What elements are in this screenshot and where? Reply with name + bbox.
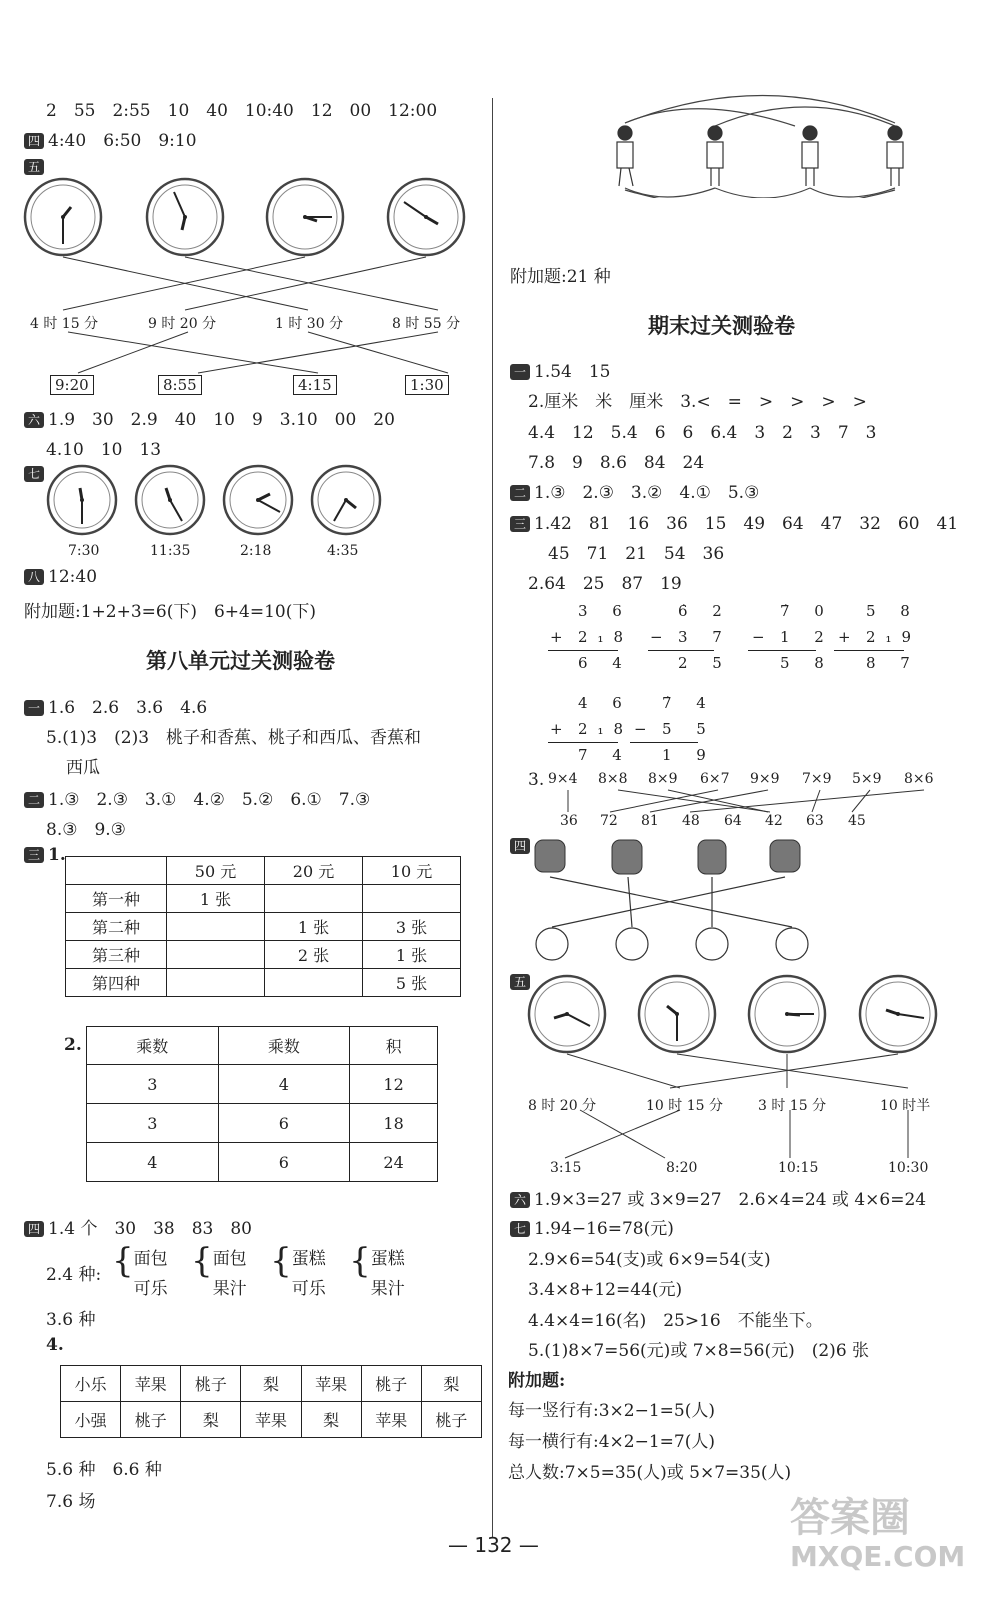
time-label: 4:35	[327, 543, 359, 559]
answer-line: 4.4×4=16(名) 25>16 不能坐下。	[528, 1311, 823, 1331]
time-label: 1 时 30 分	[275, 316, 344, 332]
clock-icon	[48, 466, 116, 534]
section-marker: 三	[24, 847, 44, 863]
answer-line: 六 1.9 30 2.9 40 10 9 3.10 00 20	[24, 405, 395, 430]
time-label: 10:15	[778, 1160, 819, 1176]
product-answer: 36	[560, 813, 578, 829]
table-row: 3 6 18	[87, 1104, 438, 1143]
answer-line: 每一竖行有:3×2−1=5(人)	[508, 1401, 715, 1421]
child-face-icon	[616, 928, 648, 960]
time-label: 10 时半	[880, 1098, 931, 1114]
clock-icon	[224, 466, 292, 534]
brace-icon: {	[349, 1241, 371, 1281]
answer-line: 八 12:40	[24, 567, 97, 587]
time-label: 10:30	[888, 1160, 929, 1176]
table-header: 乘数	[218, 1027, 350, 1065]
section-marker: 四	[24, 133, 44, 149]
table-header: 乘数	[87, 1027, 219, 1065]
column-divider	[492, 98, 493, 1538]
time-label: 8 时 55 分	[392, 316, 461, 332]
backpack-matching-diagram	[520, 832, 840, 967]
matching-lines	[63, 257, 448, 373]
time-label: 3 时 15 分	[758, 1098, 827, 1114]
brace-icon: {	[112, 1241, 134, 1281]
time-label: 8:20	[666, 1160, 698, 1176]
section-title: 期末过关测验卷	[648, 314, 795, 338]
product-answer: 64	[724, 813, 742, 829]
clock-icon	[312, 466, 380, 534]
product-answer: 42	[765, 813, 783, 829]
table-row: 第三种 2 张 1 张	[66, 941, 461, 969]
combo-list: {面包 可乐 {面包 果汁 {蛋糕 可乐 {蛋糕 果汁	[112, 1241, 405, 1299]
section-marker: 四	[24, 1221, 44, 1237]
section-marker: 五	[510, 974, 530, 990]
answer-line: 45 71 21 54 36	[548, 544, 725, 564]
clock-icon	[25, 179, 101, 255]
answer-line: 5.(1)3 (2)3 桃子和香蕉、桃子和西瓜、香蕉和	[46, 728, 422, 748]
answer-line: 2.9×6=54(支)或 6×9=54(支)	[528, 1250, 771, 1270]
time-label: 9 时 20 分	[148, 316, 217, 332]
answer-line: 四 4:40 6:50 9:10	[24, 126, 197, 151]
time-label: 3:15	[550, 1160, 582, 1176]
backpack-icon	[535, 840, 565, 872]
table-row: 3 4 12	[87, 1065, 438, 1104]
answer-line: 3.6 种	[46, 1310, 96, 1330]
product-answer: 81	[641, 813, 659, 829]
table-header: 积	[350, 1027, 438, 1065]
section-marker: 三	[510, 516, 530, 532]
answer-line: 三 1.42 81 16 36 15 49 64 47 32 60 41	[510, 509, 958, 534]
product-expr: 9×9	[750, 771, 780, 787]
section-marker: 七	[510, 1221, 530, 1237]
table-row: 第四种 5 张	[66, 969, 461, 997]
time-label: 7:30	[68, 543, 100, 559]
bonus-heading: 附加题:	[508, 1371, 566, 1391]
watermark-url: MXQE.COM	[790, 1540, 966, 1573]
brace-icon: {	[191, 1241, 213, 1281]
item-number: 2.	[64, 1035, 82, 1055]
children-arc-illustration	[595, 88, 925, 198]
child-face-icon	[776, 928, 808, 960]
matching-lines	[540, 788, 940, 814]
section-title: 第八单元过关测验卷	[146, 649, 335, 673]
answer-line: 二 1.③ 2.③ 3.② 4.① 5.③	[510, 478, 759, 503]
product-expr: 6×7	[700, 771, 730, 787]
bonus-answer: 附加题:1+2+3=6(下) 6+4=10(下)	[24, 602, 317, 622]
answer-line: 2 55 2:55 10 40 10:40 12 00 12:00	[46, 101, 438, 121]
digital-time-box: 8:55	[158, 375, 202, 395]
answer-line: 5.(1)8×7=56(元)或 7×8=56(元) (2)6 张	[528, 1341, 870, 1361]
product-expr: 8×8	[598, 771, 628, 787]
clock-icon	[136, 466, 204, 534]
clock-icon	[749, 976, 825, 1052]
clock-diagram	[18, 175, 488, 405]
answer-line: 西瓜	[66, 758, 100, 778]
table-header: 20 元	[265, 857, 363, 885]
multiplication-table	[86, 1026, 438, 1182]
clock-diagram	[520, 970, 950, 1160]
digital-time-box: 9:20	[50, 375, 94, 395]
section-marker: 二	[510, 485, 530, 501]
item-number: 3.	[528, 770, 545, 790]
section-marker: 一	[510, 364, 530, 380]
answer-line: 4.4 12 5.4 6 6 6.4 3 2 3 7 3	[528, 423, 877, 443]
answer-line: 2.4 种:	[46, 1265, 102, 1285]
section-marker: 一	[24, 700, 44, 716]
child-figure-icon	[617, 126, 903, 186]
product-answer: 45	[848, 813, 866, 829]
answer-line: 总人数:7×5=35(人)或 5×7=35(人)	[508, 1463, 792, 1483]
item-number: 4.	[46, 1335, 64, 1355]
product-answer: 72	[600, 813, 618, 829]
table-header: 50 元	[167, 857, 265, 885]
time-label: 4 时 15 分	[30, 316, 99, 332]
answer-line: 每一横行有:4×2−1=7(人)	[508, 1432, 715, 1452]
product-expr: 8×6	[904, 771, 934, 787]
table-header	[66, 857, 167, 885]
answer-line: 一 1.54 15	[510, 357, 611, 382]
answer-line: 7.8 9 8.6 84 24	[528, 453, 705, 473]
brace-icon: {	[270, 1241, 292, 1281]
section-marker: 七	[24, 466, 44, 482]
table-row: 第一种 1 张	[66, 885, 461, 913]
child-face-icon	[536, 928, 568, 960]
backpack-icon	[770, 840, 800, 872]
clock-icon	[639, 976, 715, 1052]
page-number: — 132 —	[448, 1533, 539, 1557]
product-expr: 9×4	[548, 771, 578, 787]
table-row: 小强 桃子 梨 苹果 梨 苹果 桃子	[61, 1402, 482, 1438]
table-row: 4 6 24	[87, 1143, 438, 1182]
time-label: 2:18	[240, 543, 272, 559]
answer-line: 七 1.94−16=78(元)	[510, 1214, 674, 1239]
clock-icon	[860, 976, 936, 1052]
clock-icon	[267, 179, 343, 255]
digital-time-box: 1:30	[405, 375, 449, 395]
time-label: 8 时 20 分	[528, 1098, 597, 1114]
section-marker: 二	[24, 792, 44, 808]
answer-line: 8.③ 9.③	[46, 820, 126, 840]
backpack-icon	[612, 840, 642, 874]
answer-line: 一 1.6 2.6 3.6 4.6	[24, 693, 207, 718]
answer-line: 2.64 25 87 19	[528, 574, 682, 594]
digital-time-box: 4:15	[293, 375, 337, 395]
table-row: 第二种 1 张 3 张	[66, 913, 461, 941]
money-table	[65, 856, 461, 997]
section-marker-wrap	[24, 157, 48, 177]
watermark-logo: 答案圈	[790, 1495, 910, 1541]
table-header: 10 元	[363, 857, 461, 885]
answer-line: 四 1.4 个 30 38 83 80	[24, 1214, 252, 1239]
product-expr: 7×9	[802, 771, 832, 787]
backpack-icon	[698, 840, 726, 874]
section-marker: 六	[510, 1192, 530, 1208]
answer-line: 三 1.	[24, 845, 66, 865]
product-answer: 48	[682, 813, 700, 829]
section-marker: 八	[24, 569, 44, 585]
matching-lines	[565, 1054, 908, 1158]
section-marker: 四	[510, 838, 530, 854]
clock-row	[40, 462, 390, 542]
clock-icon	[529, 976, 605, 1052]
answer-line: 3.4×8+12=44(元)	[528, 1280, 683, 1300]
answer-line: 7.6 场	[46, 1492, 96, 1512]
product-expr: 5×9	[852, 771, 882, 787]
answer-line: 4.10 10 13	[46, 440, 162, 460]
product-expr: 8×9	[648, 771, 678, 787]
answer-line: 2.厘米 米 厘米 3.< = > > > >	[528, 392, 867, 412]
time-label: 10 时 15 分	[646, 1098, 723, 1114]
answer-line: 二 1.③ 2.③ 3.① 4.② 5.② 6.① 7.③	[24, 785, 370, 810]
answer-line: 六 1.9×3=27 或 3×9=27 2.6×4=24 或 4×6=24	[510, 1185, 926, 1210]
table-row: 小乐 苹果 桃子 梨 苹果 桃子 梨	[61, 1366, 482, 1402]
fruit-table	[60, 1365, 482, 1438]
bonus-answer: 附加题:21 种	[510, 267, 611, 287]
clock-icon	[388, 179, 464, 255]
answer-line: 5.6 种 6.6 种	[46, 1460, 162, 1480]
section-marker: 五	[24, 159, 44, 175]
product-answer: 63	[806, 813, 824, 829]
child-face-icon	[696, 928, 728, 960]
clock-icon	[147, 179, 223, 255]
time-label: 11:35	[150, 543, 191, 559]
section-marker: 六	[24, 412, 44, 428]
